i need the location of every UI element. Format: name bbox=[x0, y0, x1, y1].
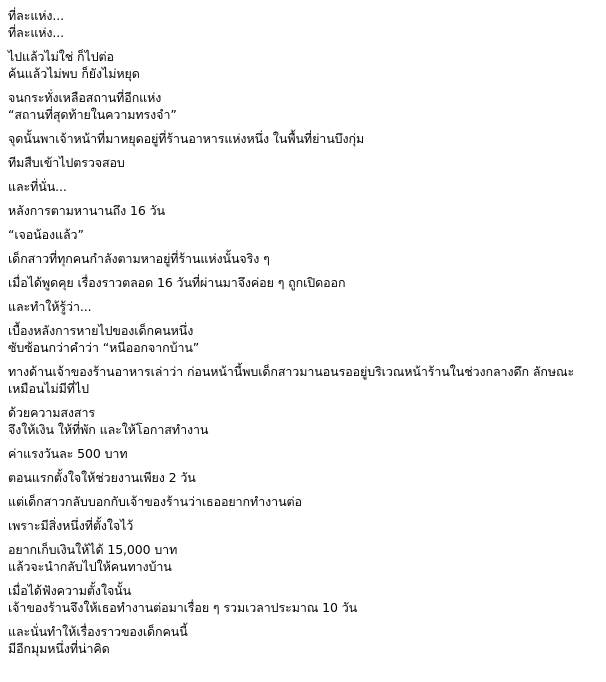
post-text-line: ที่ละแห่ง... bbox=[8, 25, 65, 40]
post-paragraph bbox=[8, 250, 606, 267]
post-text-line: ด้วยความสงสาร bbox=[8, 405, 95, 420]
post-text-line: ซับซ้อนกว่าคำว่า “หนีออกจากบ้าน” bbox=[8, 340, 200, 355]
post-text-line: ทางด้านเจ้าของร้านอาหารเล่าว่า ก่อนหน้านี้พบเด็กสาวมานอนรออยู่บริเวณหน้าร้านในช่วงกลางดึก ลักษณะ bbox=[8, 364, 575, 379]
post-text-line: หลังการตามหานานถึง 16 วัน bbox=[8, 203, 165, 218]
post-text-line: เด็กสาวที่ทุกคนกำลังตามหาอยู่ที่ร้านแห่งนั้นจริง ๆ bbox=[8, 251, 270, 266]
post-paragraph bbox=[8, 89, 606, 123]
post-text-line: “เจอน้องแล้ว” bbox=[8, 227, 84, 242]
post-paragraph bbox=[8, 469, 606, 486]
post-text-line: จึงให้เงิน ให้ที่พัก และให้โอกาสทำงาน bbox=[8, 422, 209, 437]
post-text-line: มีอีกมุมหนึ่งที่น่าคิด bbox=[8, 641, 110, 656]
post-paragraph bbox=[8, 130, 606, 147]
post-text-line: ตอนแรกตั้งใจให้ช่วยงานเพียง 2 วัน bbox=[8, 470, 196, 485]
post-text-line: ทีมสืบเข้าไปตรวจสอบ bbox=[8, 155, 125, 170]
post-text-line: แล้วจะนำกลับไปให้คนทางบ้าน bbox=[8, 559, 172, 574]
post-paragraph bbox=[8, 7, 606, 41]
post-text-line: อยากเก็บเงินให้ได้ 15,000 บาท bbox=[8, 542, 178, 557]
post-paragraph bbox=[8, 322, 606, 356]
post-text-line: ค้นแล้วไม่พบ ก็ยังไม่หยุด bbox=[8, 66, 140, 81]
post-text-line: และนั่นทำให้เรื่องราวของเด็กคนนี้ bbox=[8, 624, 188, 639]
post-text-line: เจ้าของร้านจึงให้เธอทำงานต่อมาเรื่อย ๆ รวมเวลาประมาณ 10 วัน bbox=[8, 600, 358, 615]
post-paragraph bbox=[8, 202, 606, 219]
post-paragraph bbox=[8, 178, 606, 195]
post-paragraph bbox=[8, 541, 606, 575]
post-text-line: แต่เด็กสาวกลับบอกกับเจ้าของร้านว่าเธออยากทำงานต่อ bbox=[8, 494, 302, 509]
post-paragraph bbox=[8, 298, 606, 315]
post-text-line: ไปแล้วไม่ใช่ ก็ไปต่อ bbox=[8, 49, 114, 64]
post-text-line: เหมือนไม่มีที่ไป bbox=[8, 381, 89, 396]
post-text-line: และทำให้รู้ว่า... bbox=[8, 299, 92, 314]
post-paragraph bbox=[8, 493, 606, 510]
post-text-line: ค่าแรงวันละ 500 บาท bbox=[8, 446, 128, 461]
post-paragraph bbox=[8, 404, 606, 438]
post-paragraph bbox=[8, 48, 606, 82]
post-paragraph bbox=[8, 445, 606, 462]
post-paragraph bbox=[8, 623, 606, 657]
post-text-line: จุดนั้นพาเจ้าหน้าที่มาหยุดอยู่ที่ร้านอาหารแห่งหนึ่ง ในพื้นที่ย่านบึงกุ่ม bbox=[8, 131, 365, 146]
post-text-line: ที่ละแห่ง... bbox=[8, 8, 65, 23]
post-paragraph bbox=[8, 154, 606, 171]
post-text-line: เมื่อได้ฟังความตั้งใจนั้น bbox=[8, 583, 132, 598]
post-text-line: เบื้องหลังการหายไปของเด็กคนหนึ่ง bbox=[8, 323, 194, 338]
post-text-line: “สถานที่สุดท้ายในความทรงจำ” bbox=[8, 107, 177, 122]
post-paragraph bbox=[8, 517, 606, 534]
post-text-line: เพราะมีสิ่งหนึ่งที่ตั้งใจไว้ bbox=[8, 518, 134, 533]
post-text-line: จนกระทั่งเหลือสถานที่อีกแห่ง bbox=[8, 90, 162, 105]
post-text-line: เมื่อได้พูดคุย เรื่องราวตลอด 16 วันที่ผ่านมาจึงค่อย ๆ ถูกเปิดออก bbox=[8, 275, 346, 290]
post-paragraph bbox=[8, 363, 606, 397]
post-paragraph bbox=[8, 274, 606, 291]
post-paragraph bbox=[8, 582, 606, 616]
post-text-line: และที่นั่น... bbox=[8, 179, 67, 194]
post-paragraph bbox=[8, 226, 606, 243]
